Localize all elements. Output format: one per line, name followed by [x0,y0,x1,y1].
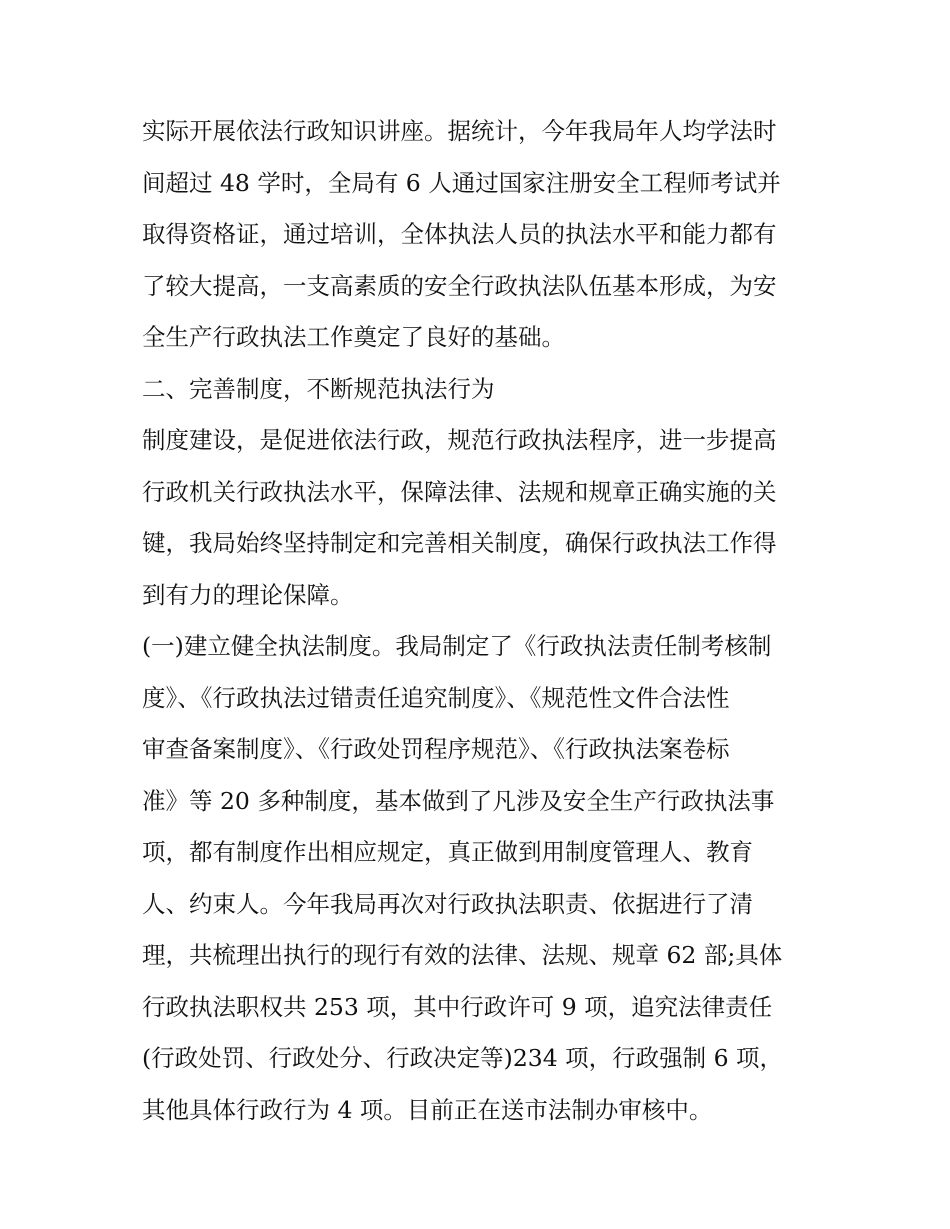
text-line: 制度建设，是促进依法行政，规范行政执法程序，进一步提高 [142,426,777,454]
text-line: 项，都有制度作出相应规定，真正做到用制度管理人、教育 [142,838,753,866]
text-line: 度》、《行政执法过错责任追究制度》、《规范性文件合法性 [142,683,730,712]
text-line: 行政机关行政执法水平，保障法律、法规和规章正确实施的关 [142,477,777,506]
text-line: 行政执法职权共 253 项，其中行政许可 9 项，追究法律责任 [142,992,773,1021]
section-heading: 二、完善制度，不断规范执法行为 [142,374,495,403]
document-body [142,106,822,1136]
text-line: 人、约束人。今年我局再次对行政执法职责、依据进行了清 [142,889,753,918]
text-line: 准》等 20 多种制度，基本做到了凡涉及安全生产行政执法事 [142,786,775,815]
text-line: 理，共梳理出执行的现行有效的法律、法规、规章 62 部;具体 [142,941,783,969]
text-line: 实际开展依法行政知识讲座。据统计，今年我局年人均学法时 [142,117,777,145]
text-line: 键，我局始终坚持制定和完善相关制度，确保行政执法工作得 [142,529,777,557]
text-line: (行政处罚、行政处分、行政决定等)234 项，行政强制 6 项， [142,1044,784,1072]
text-line: 了较大提高，一支高素质的安全行政执法队伍基本形成，为安 [142,271,777,300]
text-line: 其他具体行政行为 4 项。目前正在送市法制办审核中。 [142,1095,713,1124]
text-line: 到有力的理论保障。 [142,580,354,609]
text-line: 取得资格证，通过培训，全体执法人员的执法水平和能力都有 [142,220,777,248]
text-line: 间超过 48 学时，全局有 6 人通过国家注册安全工程师考试并 [142,168,781,197]
text-line: 全生产行政执法工作奠定了良好的基础。 [142,323,565,351]
text-line: 审查备案制度》、《行政处罚程序规范》、《行政执法案卷标 [142,735,730,763]
text-line: (一)建立健全执法制度。我局制定了《行政执法责任制考核制 [142,632,772,660]
